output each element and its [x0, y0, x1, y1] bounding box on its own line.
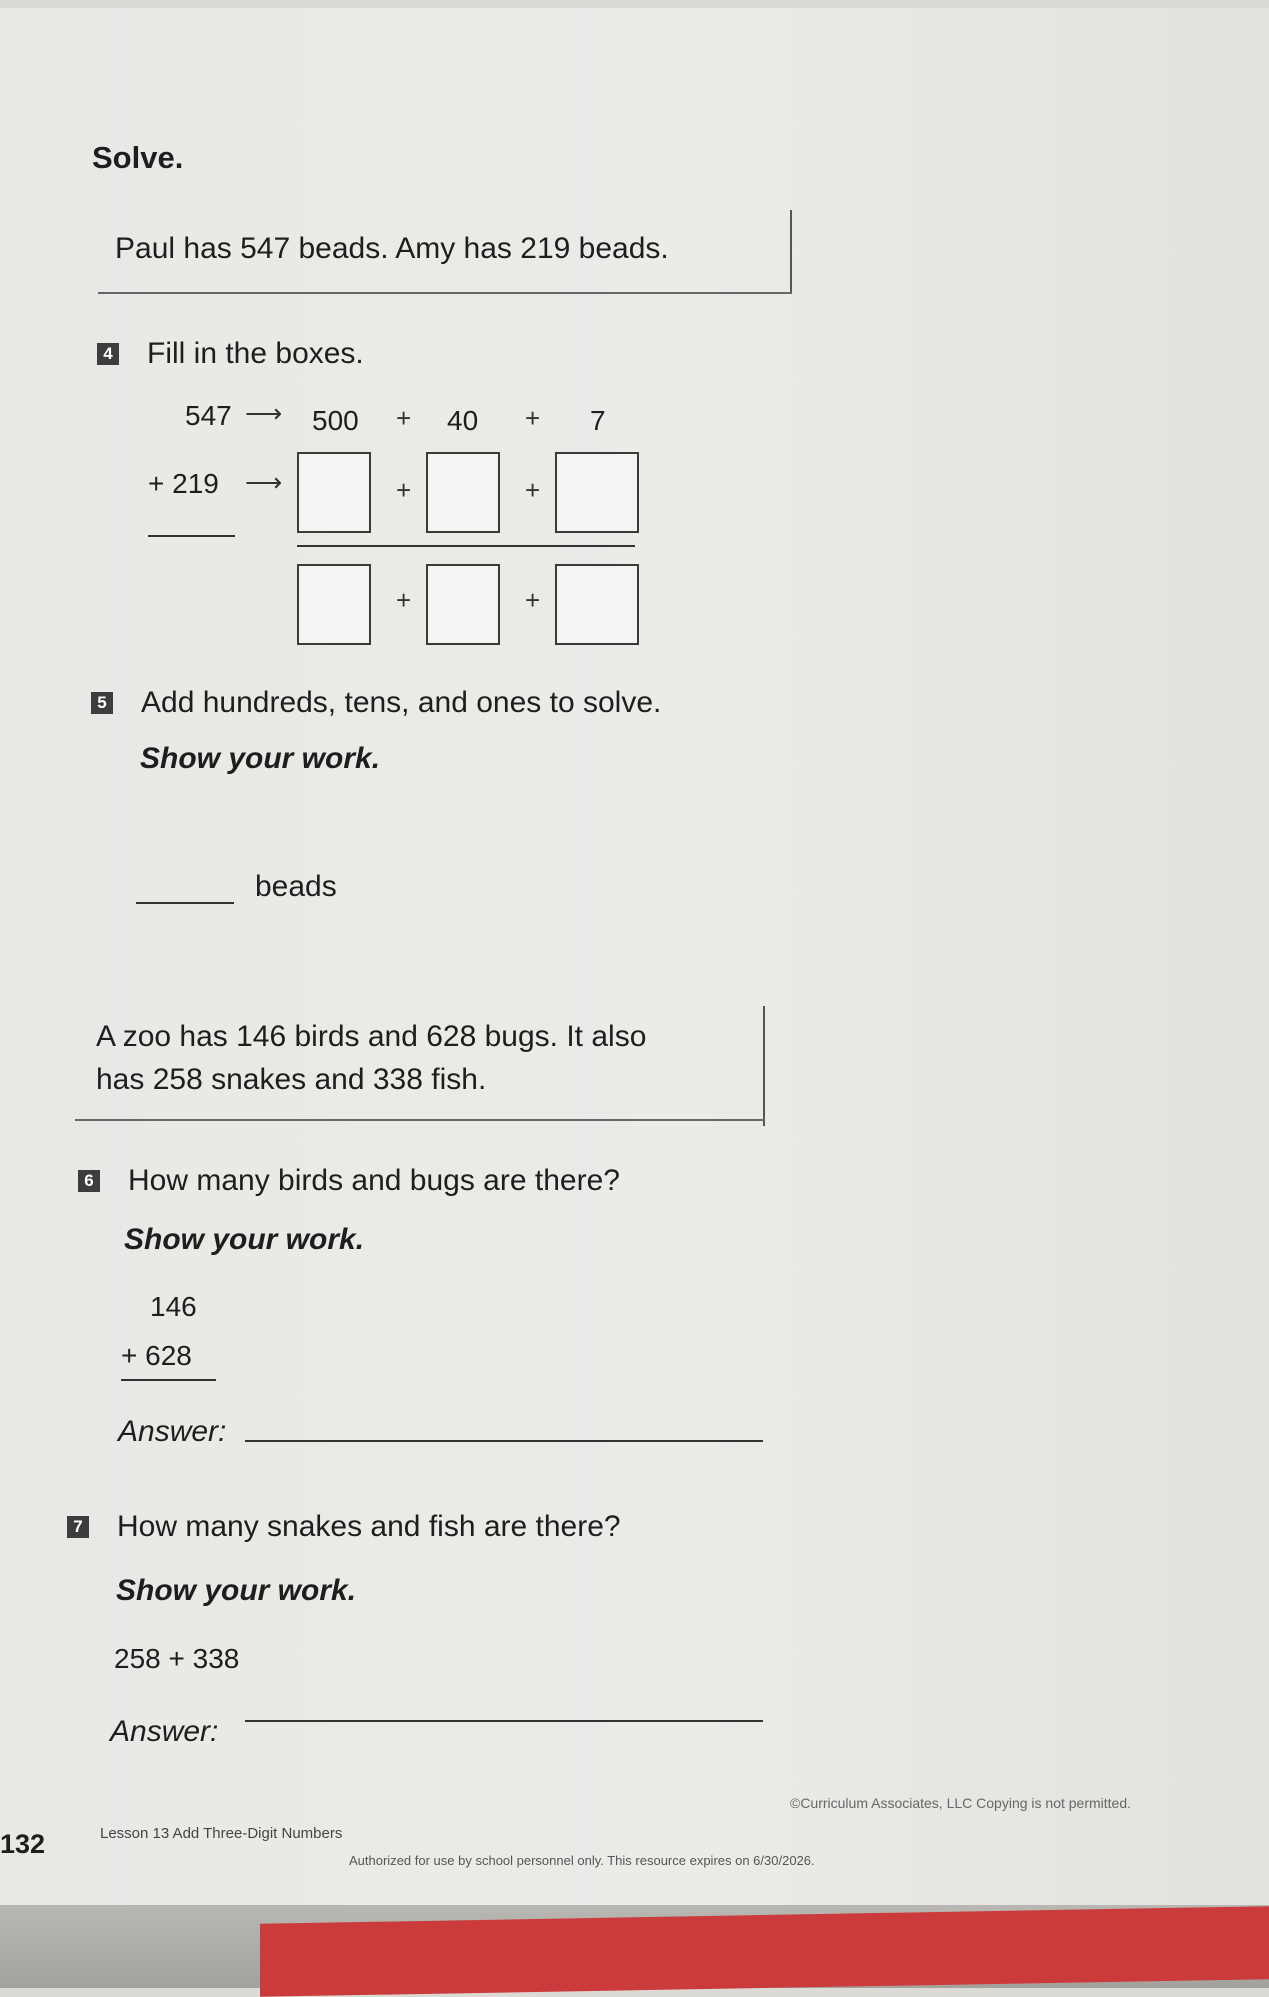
- plus-sign: +: [525, 403, 541, 433]
- sum-line: [148, 535, 235, 537]
- lesson-title: Lesson 13 Add Three-Digit Numbers: [100, 1825, 343, 1842]
- answer-box[interactable]: [426, 564, 500, 645]
- expanded-tens: 40: [447, 405, 479, 436]
- arrow-icon: ⟶: [245, 467, 283, 497]
- plus-sign: +: [396, 475, 412, 505]
- expression: 258 + 338: [114, 1643, 240, 1674]
- answer-line[interactable]: [245, 1440, 763, 1442]
- question-number-badge: 5: [91, 692, 113, 714]
- question-text: How many birds and bugs are there?: [128, 1164, 620, 1197]
- arrow-icon: ⟶: [245, 398, 283, 428]
- plus-sign: +: [396, 403, 412, 433]
- expanded-ones: 7: [590, 405, 606, 436]
- show-work-label: Show your work.: [124, 1223, 365, 1256]
- problem-text-line: has 258 snakes and 338 fish.: [96, 1063, 487, 1096]
- question-text: Add hundreds, tens, and ones to solve.: [141, 686, 662, 719]
- answer-box[interactable]: [555, 564, 639, 645]
- question-number-badge: 7: [67, 1516, 89, 1538]
- plus-sign: +: [525, 585, 541, 615]
- question-number-badge: 6: [78, 1170, 100, 1192]
- problem-text: Paul has 547 beads. Amy has 219 beads.: [115, 232, 669, 265]
- top-addend: 146: [150, 1291, 197, 1322]
- answer-unit: beads: [255, 870, 337, 903]
- show-work-label: Show your work.: [116, 1574, 357, 1607]
- top-addend: 547: [185, 400, 232, 431]
- question-number-badge: 4: [97, 343, 119, 365]
- answer-box[interactable]: [297, 564, 371, 645]
- answer-box[interactable]: [297, 452, 371, 533]
- problem-text-line: A zoo has 146 birds and 628 bugs. It also: [96, 1020, 647, 1053]
- sum-line: [297, 545, 635, 547]
- sum-line: [121, 1379, 216, 1381]
- answer-label: Answer:: [110, 1715, 219, 1748]
- answer-box[interactable]: [426, 452, 500, 533]
- plus-sign: +: [525, 475, 541, 505]
- bottom-addend: + 628: [121, 1340, 192, 1371]
- answer-box[interactable]: [555, 452, 639, 533]
- answer-label: Answer:: [118, 1415, 227, 1448]
- answer-line[interactable]: [245, 1720, 763, 1722]
- problem-box-border: [98, 292, 792, 294]
- bottom-addend: + 219: [148, 468, 219, 499]
- answer-line[interactable]: [136, 902, 234, 904]
- problem-box-border: [790, 210, 792, 294]
- question-text: How many snakes and fish are there?: [117, 1510, 621, 1543]
- authorization-notice: Authorized for use by school personnel only. This resource expires on 6/30/2026.: [349, 1853, 815, 1868]
- section-heading: Solve.: [92, 140, 184, 175]
- question-text: Fill in the boxes.: [147, 337, 364, 370]
- page-number: 132: [0, 1829, 46, 1859]
- problem-box-border: [75, 1119, 765, 1121]
- show-work-label: Show your work.: [140, 742, 381, 775]
- problem-box-border: [763, 1006, 765, 1126]
- copyright-notice: ©Curriculum Associates, LLC Copying is not permitted.: [790, 1795, 1132, 1811]
- expanded-hundreds: 500: [312, 405, 359, 436]
- plus-sign: +: [396, 585, 412, 615]
